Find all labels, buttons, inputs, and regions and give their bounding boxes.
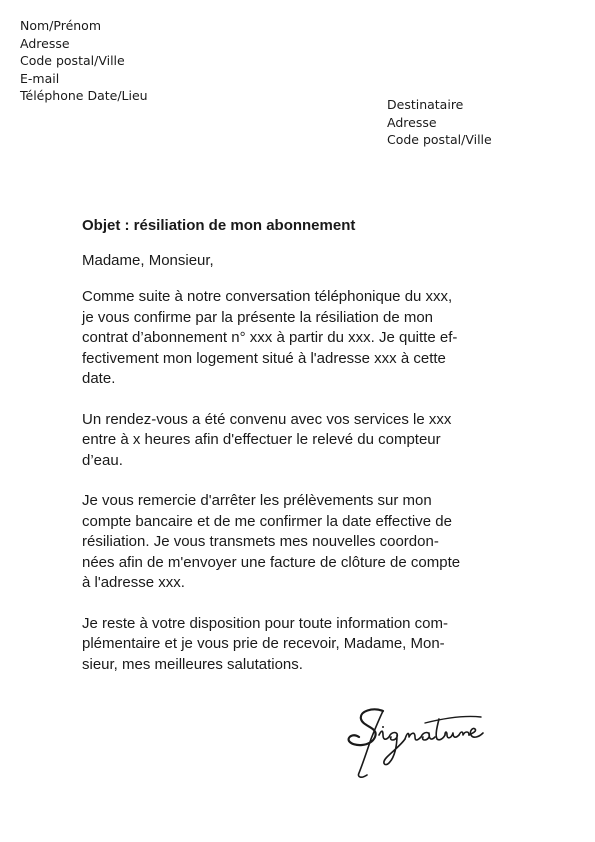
paragraph-line: sieur, mes meilleures salutations.: [82, 655, 303, 673]
signature-image: [345, 705, 490, 785]
paragraph-appointment: [82, 410, 512, 472]
letter-subject: Objet : résiliation de mon abonnement: [82, 217, 356, 234]
signature-icon: [345, 705, 490, 785]
paragraph-line: plémentaire et je vous prie de recevoir, Madame, Mon-: [82, 635, 445, 652]
paragraph-closing: [82, 614, 512, 676]
paragraph-line: d’eau.: [82, 451, 123, 469]
sender-address: Adresse: [20, 35, 70, 51]
sender-postal-city: Code postal/Ville: [20, 53, 125, 69]
paragraph-line: entre à x heures afin d'effectuer le relevé du compteur: [82, 431, 441, 448]
recipient-address: Adresse: [387, 114, 437, 130]
paragraph-line: Je vous remercie d'arrêter les prélèvements sur mon: [82, 492, 432, 509]
paragraph-line: Comme suite à notre conversation téléphonique du xxx,: [82, 288, 453, 305]
paragraph-payments: [82, 491, 512, 594]
paragraph-line: résiliation. Je vous transmets mes nouvelles coordon-: [82, 533, 439, 550]
paragraph-line: Je reste à votre disposition pour toute information com-: [82, 614, 449, 632]
paragraph-line: nées afin de m'envoyer une facture de clôture de compte: [82, 553, 461, 571]
paragraph-line: je vous confirme par la présente la résiliation de mon: [82, 308, 434, 326]
sender-email: E-mail: [20, 70, 60, 86]
sender-phone-date-place: Téléphone Date/Lieu: [20, 88, 148, 104]
paragraph-line: fectivement mon logement situé à l'adresse xxx à cette: [82, 349, 446, 367]
recipient-postal-city: Code postal/Ville: [387, 132, 492, 148]
paragraph-line: Un rendez-vous a été convenu avec vos services le xxx: [82, 410, 452, 428]
paragraph-line: compte bancaire et de me confirmer la date effective de: [82, 512, 452, 530]
paragraph-line: à l'adresse xxx.: [82, 574, 185, 591]
letter-body: [82, 216, 512, 695]
paragraph-line: date.: [82, 370, 116, 387]
sender-name: Nom/Prénom: [20, 18, 102, 33]
paragraph-line: contrat d’abonnement n° xxx à partir du xxx. Je quitte ef-: [82, 329, 458, 346]
sender-address-block: [20, 17, 148, 105]
letter-salutation: Madame, Monsieur,: [82, 251, 214, 269]
recipient-name: Destinataire: [387, 97, 464, 112]
recipient-address-block: [387, 96, 492, 149]
paragraph-termination: [82, 287, 512, 390]
